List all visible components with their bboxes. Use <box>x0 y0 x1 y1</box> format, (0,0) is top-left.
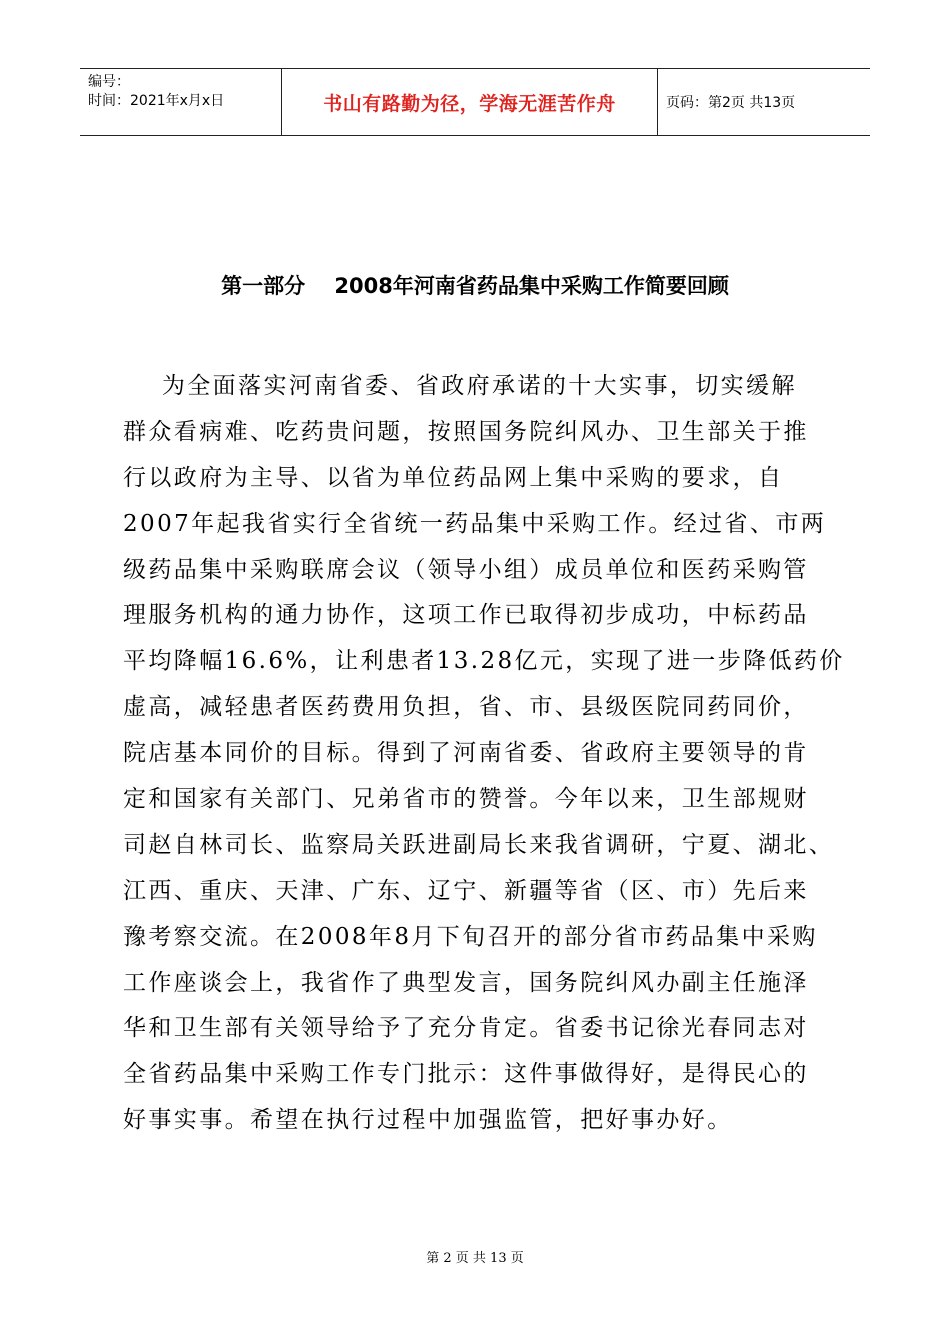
page-header <box>80 68 870 136</box>
section-title: 第一部分 2008年河南省药品集中采购工作简要回顾 <box>221 274 729 298</box>
header-meta <box>80 69 282 135</box>
paragraph-line: 全省药品集中采购工作专门批示：这件事做得好，是得民心的 <box>123 1061 809 1088</box>
body-paragraph <box>123 364 845 1144</box>
paragraph-line: 院店基本同价的目标。得到了河南省委、省政府主要领导的肯 <box>123 740 809 767</box>
paragraph-line: 工作座谈会上，我省作了典型发言，国务院纠风办副主任施泽 <box>123 969 809 996</box>
paragraph-line: 江西、重庆、天津、广东、辽宁、新疆等省（区、市）先后来 <box>123 877 809 904</box>
paragraph-line: 虚高，减轻患者医药费用负担，省、市、县级医院同药同价， <box>123 694 809 721</box>
paragraph-line: 级药品集中采购联席会议（领导小组）成员单位和医药采购管 <box>123 556 809 583</box>
paragraph-line: 平均降幅16.6%，让利患者13.28亿元，实现了进一步降低药价 <box>123 648 845 675</box>
paragraph-line: 行以政府为主导、以省为单位药品网上集中采购的要求，自 <box>123 464 784 491</box>
paragraph-line: 华和卫生部有关领导给予了充分肯定。省委书记徐光春同志对 <box>123 1015 809 1042</box>
paragraph-line: 司赵自林司长、监察局关跃进副局长来我省调研，宁夏、湖北、 <box>123 831 835 858</box>
header-motto: 书山有路勤为径，学海无涯苦作舟 <box>282 69 658 135</box>
paragraph-line: 为全面落实河南省委、省政府承诺的十大实事，切实缓解 <box>123 373 797 399</box>
document-code-label: 编号： <box>88 74 130 90</box>
paragraph-line: 2007年起我省实行全省统一药品集中采购工作。经过省、市两 <box>123 510 827 537</box>
page-footer: 第 2 页 共 13 页 <box>426 1251 524 1266</box>
document-date: 时间：2021年x月x日 <box>88 93 225 109</box>
paragraph-line: 群众看病难、吃药贵问题，按照国务院纠风办、卫生部关于推 <box>123 418 809 445</box>
paragraph-line: 豫考察交流。在2008年8月下旬召开的部分省市药品集中采购 <box>123 923 818 950</box>
paragraph-line: 好事实事。希望在执行过程中加强监管，把好事办好。 <box>123 1107 733 1134</box>
paragraph-line: 定和国家有关部门、兄弟省市的赞誉。今年以来，卫生部规财 <box>123 786 809 813</box>
header-page-info: 页码：第2页 共13页 <box>666 95 796 111</box>
paragraph-line: 理服务机构的通力协作，这项工作已取得初步成功，中标药品 <box>123 602 809 629</box>
